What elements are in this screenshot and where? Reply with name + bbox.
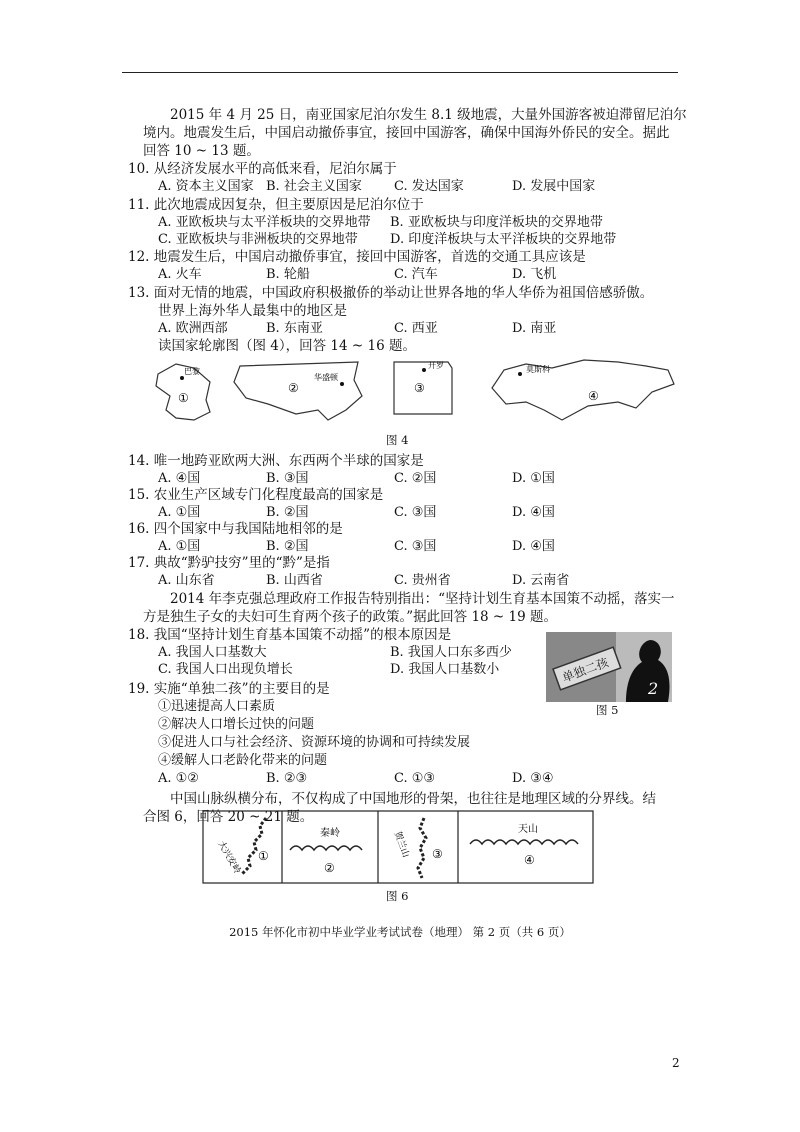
map-russia-outline	[492, 360, 674, 420]
range-2-name: 秦岭	[320, 828, 340, 839]
q19-item: ④缓解人口老龄化带来的问题	[158, 753, 328, 768]
option-c: C. 贵州省	[394, 573, 451, 588]
option-b: B. ③国	[266, 471, 309, 486]
option-d: D. 南亚	[512, 321, 557, 336]
option-d: D. 印度洋板块与太平洋板块的交界地带	[390, 232, 617, 247]
option-a: A. ①国	[158, 505, 201, 520]
option-d: D. ④国	[512, 505, 555, 520]
option-c: C. 发达国家	[394, 179, 464, 194]
option-d: D. 发展中国家	[512, 179, 596, 194]
figure-6-caption: 图 6	[386, 889, 409, 903]
washington-dot	[340, 382, 344, 386]
map-number: ②	[288, 381, 299, 395]
figure-6-mountains	[202, 810, 594, 884]
page-number: 2	[672, 1056, 680, 1070]
range-2-number: ②	[324, 861, 335, 875]
intro-line: 回答 10 ~ 13 题。	[143, 143, 260, 159]
option-a: A. 资本主义国家	[158, 179, 254, 194]
range-2	[290, 846, 362, 850]
option-b: B. 我国人口东多西少	[390, 645, 512, 660]
option-b: B. 社会主义国家	[266, 179, 362, 194]
range-3	[418, 818, 426, 878]
paris-dot	[180, 376, 184, 380]
range-1-number: ①	[258, 849, 269, 863]
option-a: A. 山东省	[158, 573, 215, 588]
map-number: ①	[178, 391, 189, 405]
option-d: D. 飞机	[512, 267, 557, 282]
map-city-label: 华盛顿	[314, 373, 338, 382]
intro-line: 2014 年李克强总理政府工作报告特别指出：“坚持计划生育基本国策不动摇，落实一	[170, 591, 675, 607]
range-1-name: 大兴安岭	[215, 839, 243, 876]
intro-figure-4: 读国家轮廓图（图 4），回答 14 ~ 16 题。	[158, 338, 416, 354]
question-13: 13. 面对无情的地震，中国政府积极撤侨的举动让世界各地的华人华侨为祖国倍感骄傲。	[128, 285, 654, 301]
option-d: D. 云南省	[512, 573, 570, 588]
option-c: C. ①③	[394, 771, 436, 786]
range-3-name: 贺兰山	[391, 830, 411, 860]
question-16: 16. 四个国家中与我国陆地相邻的是	[128, 521, 343, 537]
option-b: B. 山西省	[266, 573, 323, 588]
option-a: A. 我国人口基数大	[158, 645, 267, 660]
question-18: 18. 我国“坚持计划生育基本国策不动摇”的根本原因是	[128, 627, 452, 643]
q19-item: ②解决人口增长过快的问题	[158, 717, 315, 732]
option-b: B. ②国	[266, 505, 309, 520]
intro-line: 合图 6，回答 20 ~ 21 题。	[143, 809, 314, 825]
intro-line: 境内。地震发生后，中国启动撤侨事宜，接回中国游客，确保中国海外侨民的安全。据此	[143, 125, 670, 141]
option-b: B. ②国	[266, 539, 309, 554]
q19-item: ③促进人口与社会经济、资源环境的协调和可持续发展	[158, 735, 471, 750]
map-city-label: 巴黎	[184, 367, 200, 376]
option-d: D. ④国	[512, 539, 555, 554]
option-b: B. ②③	[266, 771, 308, 786]
option-a: A. ①②	[158, 771, 199, 786]
option-a: A. 欧洲西部	[158, 321, 228, 336]
option-c: C. ③国	[394, 505, 437, 520]
option-c: C. ②国	[394, 471, 437, 486]
map-city-label: 莫斯科	[526, 365, 550, 374]
option-c: C. 西亚	[394, 321, 438, 336]
question-11: 11. 此次地震成因复杂，但主要原因是尼泊尔位于	[128, 197, 424, 213]
figure-4-maps	[148, 352, 688, 428]
map-city-label: 开罗	[428, 361, 444, 370]
option-d: D. ①国	[512, 471, 555, 486]
header-rule	[122, 72, 678, 73]
option-c: C. 汽车	[394, 267, 438, 282]
range-1	[242, 818, 266, 874]
option-a: A. ④国	[158, 471, 201, 486]
question-19: 19. 实施“单独二孩”的主要目的是	[128, 681, 330, 697]
range-3-number: ③	[432, 847, 443, 861]
q19-item: ①迅速提高人口素质	[158, 699, 276, 714]
cairo-dot	[422, 368, 426, 372]
intro-line: 2015 年 4 月 25 日，南亚国家尼泊尔发生 8.1 级地震，大量外国游客被迫滞留尼泊尔	[170, 107, 687, 123]
map-number: ③	[414, 381, 425, 395]
figure-5-caption: 图 5	[596, 703, 619, 717]
range-4-number: ④	[524, 853, 535, 867]
question-15: 15. 农业生产区域专门化程度最高的国家是	[128, 487, 384, 503]
option-b: B. 亚欧板块与印度洋板块的交界地带	[390, 215, 603, 230]
question-12: 12. 地震发生后，中国启动撤侨事宜，接回中国游客，首选的交通工具应该是	[128, 249, 586, 265]
intro-line: 方是独生子女的夫妇可生育两个孩子的政策。”据此回答 18 ~ 19 题。	[143, 609, 557, 625]
option-b: B. 东南亚	[266, 321, 323, 336]
question-13-cont: 世界上海外华人最集中的地区是	[158, 303, 347, 319]
range-4-name: 天山	[518, 824, 538, 835]
option-a: A. ①国	[158, 539, 201, 554]
moscow-dot	[518, 372, 522, 376]
option-b: B. 轮船	[266, 267, 310, 282]
option-c: C. 亚欧板块与非洲板块的交界地带	[158, 232, 358, 247]
figure-5-number: 2	[648, 679, 659, 698]
question-14: 14. 唯一地跨亚欧两大洲、东西两个半球的国家是	[128, 453, 424, 469]
map-number: ④	[588, 389, 599, 403]
intro-line: 中国山脉纵横分布，不仅构成了中国地形的骨架，也往往是地理区域的分界线。结	[170, 791, 656, 807]
option-c: C. 我国人口出现负增长	[158, 662, 293, 677]
question-17: 17. 典故“黔驴技穷”里的“黔”是指	[128, 555, 330, 571]
stamp-text: 单独二孩	[560, 655, 611, 685]
option-a: A. 火车	[158, 267, 202, 282]
option-c: C. ③国	[394, 539, 437, 554]
option-d: D. ③④	[512, 771, 554, 786]
figure-4-caption: 图 4	[386, 433, 409, 447]
option-d: D. 我国人口基数小	[390, 662, 500, 677]
range-4	[470, 840, 578, 844]
question-10: 10. 从经济发展水平的高低来看，尼泊尔属于	[128, 161, 397, 177]
page-footer: 2015 年怀化市初中毕业学业考试试卷（地理） 第 2 页（共 6 页）	[229, 925, 571, 939]
option-a: A. 亚欧板块与太平洋板块的交界地带	[158, 215, 371, 230]
